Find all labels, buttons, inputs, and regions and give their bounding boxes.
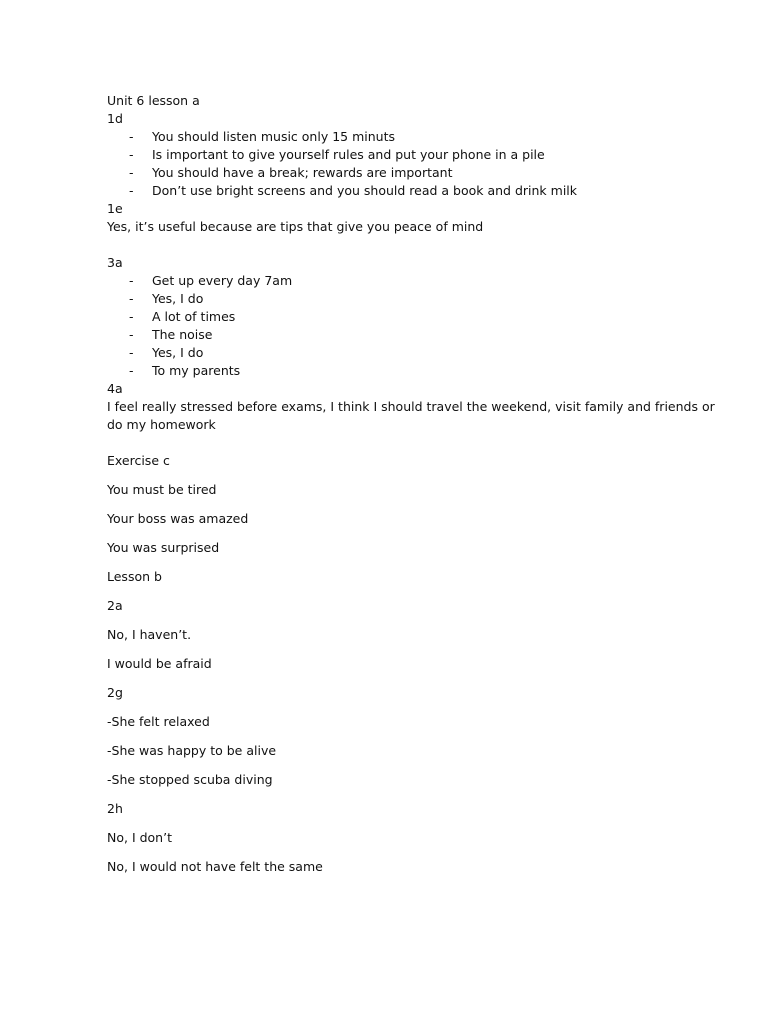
answer-text: -She stopped scuba diving [107,772,273,787]
answer-text: -She felt relaxed [107,714,210,729]
answer-text: No, I don’t [107,830,172,845]
section-label-1d: 1d [107,111,123,126]
section-label-lesson-b: Lesson b [107,569,162,584]
bullet-text: You should have a break; rewards are important [152,165,453,180]
bullet-text: Yes, I do [152,345,204,360]
section-label-1e: 1e [107,201,123,216]
document-title: Unit 6 lesson a [107,93,200,108]
bullet-text: Is important to give yourself rules and put your phone in a pile [152,147,545,162]
answer-text: do my homework [107,417,216,432]
bullet-text: Don’t use bright screens and you should read a book and drink milk [152,183,578,198]
section-label-exercise-c: Exercise c [107,453,170,468]
bullet-marker: - [129,327,134,342]
bullet-marker: - [129,291,134,306]
bullet-text: Get up every day 7am [152,273,293,288]
bullet-marker: - [129,129,134,144]
answer-text: You must be tired [107,482,217,497]
bullet-text: A lot of times [152,309,236,324]
bullet-text: The noise [152,327,213,342]
answer-text: Your boss was amazed [107,511,249,526]
answer-text: Yes, it’s useful because are tips that give you peace of mind [107,219,484,234]
bullet-marker: - [129,363,134,378]
bullet-marker: - [129,273,134,288]
answer-text: No, I would not have felt the same [107,859,323,874]
answer-text: No, I haven’t. [107,627,192,642]
section-label-2a: 2a [107,598,123,613]
bullet-marker: - [129,309,134,324]
bullet-text: Yes, I do [152,291,204,306]
bullet-marker: - [129,345,134,360]
section-label-2g: 2g [107,685,123,700]
answer-text: -She was happy to be alive [107,743,277,758]
bullet-marker: - [129,165,134,180]
section-label-3a: 3a [107,255,123,270]
answer-text: I would be afraid [107,656,212,671]
bullet-marker: - [129,147,134,162]
bullet-text: To my parents [152,363,241,378]
bullet-marker: - [129,183,134,198]
bullet-text: You should listen music only 15 minuts [152,129,395,144]
answer-text: I feel really stressed before exams, I think I should travel the weekend, visit family and friends or [107,399,715,414]
section-label-2h: 2h [107,801,123,816]
answer-text: You was surprised [107,540,220,555]
section-label-4a: 4a [107,381,123,396]
